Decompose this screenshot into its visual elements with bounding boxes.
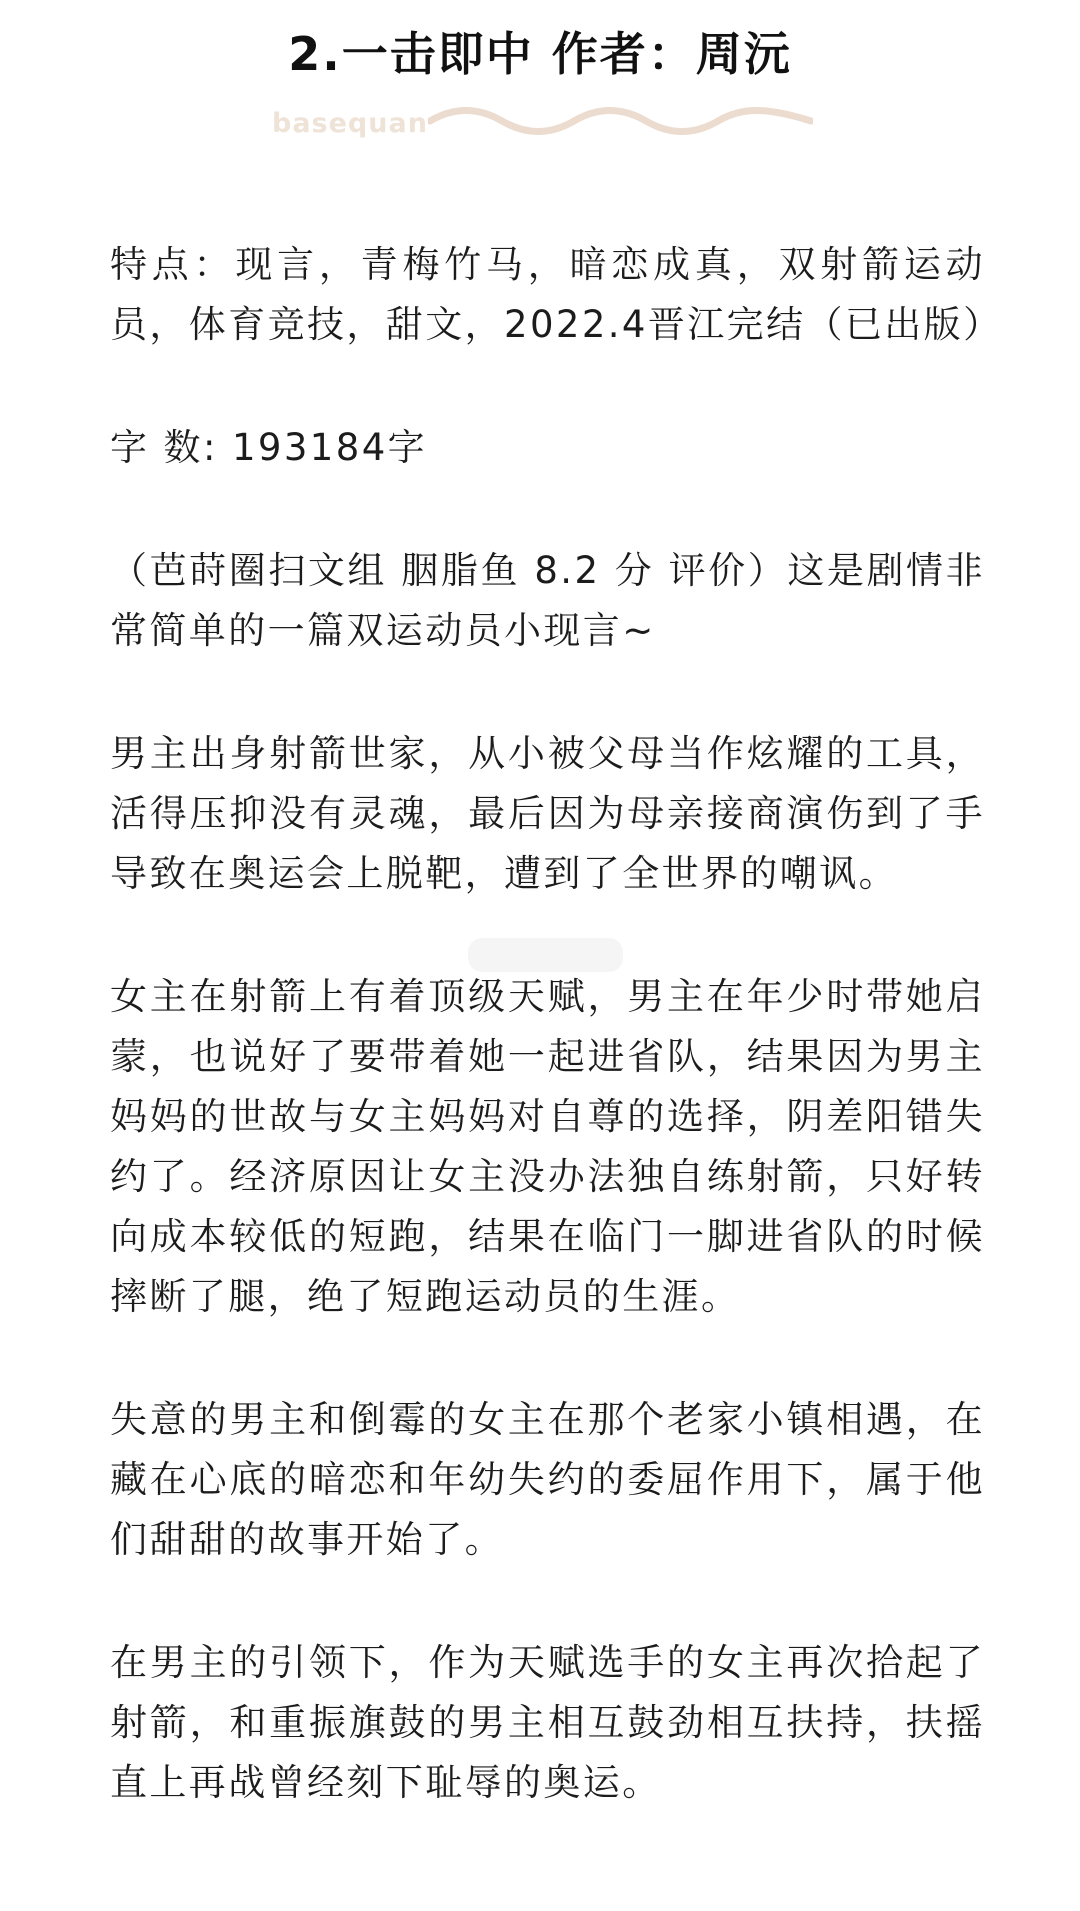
wave-divider-icon <box>428 106 813 136</box>
paragraph-features: 特点：现言，青梅竹马，暗恋成真，双射箭运动员，体育竞技，甜文，2022.4晋江完结（已出版） <box>110 243 1003 346</box>
blurred-watermark <box>468 938 623 972</box>
paragraph-female-lead: 女主在射箭上有着顶级天赋，男主在年少时带她启蒙，也说好了要带着她一起进省队，结果因为男主妈妈的世故与女主妈妈对自尊的选择，阴差阳错失约了。经济原因让女主没办法独自练射箭，只好转向成本较低的短跑，结果在临门一脚进省队的时候摔断了腿，绝了短跑运动员的生涯。 <box>110 975 985 1318</box>
paragraph-male-lead: 男主出身射箭世家，从小被父母当作炫耀的工具，活得压抑没有灵魂，最后因为母亲接商演伤到了手导致在奥运会上脱靶，遭到了全世界的嘲讽。 <box>110 732 985 895</box>
paragraph-word-count: 字 数: 193184字 <box>110 426 428 469</box>
article-body <box>110 235 1003 1876</box>
watermark-text: basequan <box>272 108 428 139</box>
paragraph-olympics: 在男主的引领下，作为天赋选手的女主再次拾起了射箭，和重振旗鼓的男主相互鼓劲相互扶持，扶摇直上再战曾经刻下耻辱的奥运。 <box>110 1641 985 1804</box>
page-title: 2.一击即中 作者：周沅 <box>288 27 792 81</box>
paragraph-meeting: 失意的男主和倒霉的女主在那个老家小镇相遇，在藏在心底的暗恋和年幼失约的委屈作用下，属于他们甜甜的故事开始了。 <box>110 1398 985 1561</box>
paragraph-review-intro: （芭莳圈扫文组 胭脂鱼 8.2 分 评价）这是剧情非常简单的一篇双运动员小现言~ <box>110 549 985 652</box>
